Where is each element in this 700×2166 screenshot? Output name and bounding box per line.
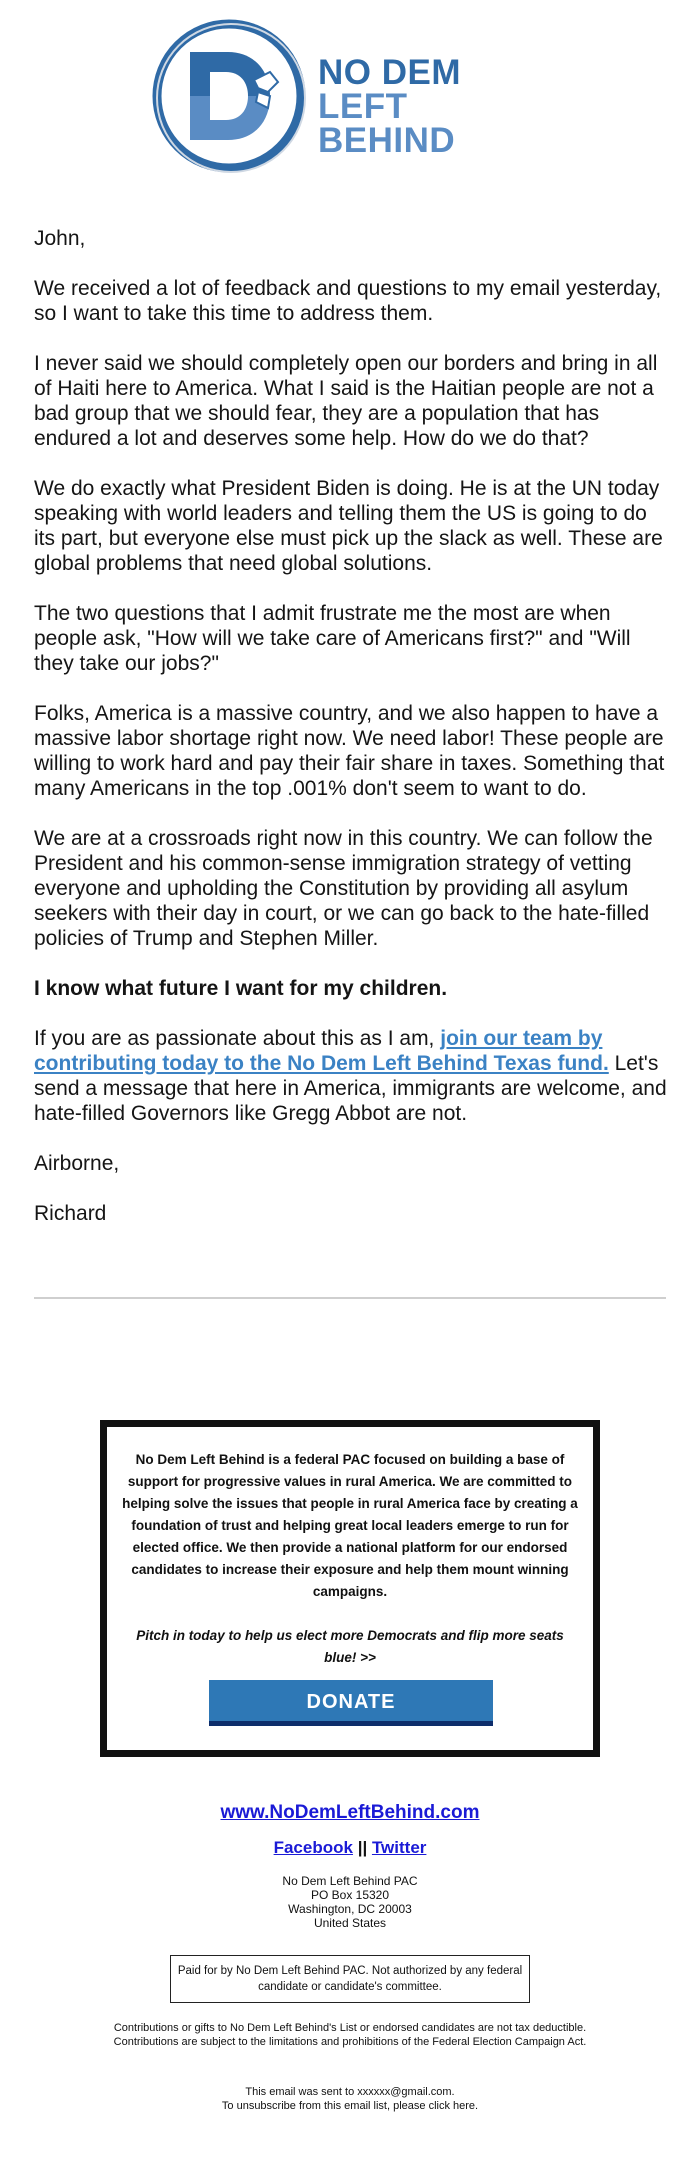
- contribution-disclaimer: [0, 2021, 700, 2049]
- signoff: Airborne,: [34, 1152, 120, 1175]
- address-city: Washington, DC 20003: [288, 1902, 412, 1916]
- unsubscribe-line: [0, 2099, 700, 2113]
- brand-logo[interactable]: [150, 14, 550, 174]
- unsubscribe-before: To unsubscribe from this email list, please: [221, 2100, 429, 2112]
- signature: Richard: [34, 1202, 107, 1225]
- paragraph-3: We do exactly what President Biden is doing. He is at the UN today speaking with world leaders and telling them the US is going to do its part, but everyone else must pick up the slack as well. These are global problems that need global solutions.: [34, 477, 663, 575]
- logo-line-2: LEFT BEHIND: [318, 87, 456, 160]
- address-street: PO Box 15320: [310, 1888, 390, 1902]
- email-recipient-info: [0, 2085, 700, 2113]
- paid-for-disclaimer: Paid for by No Dem Left Behind PAC. Not authorized by any federal candidate or candidate's committee.: [170, 1955, 530, 2003]
- paragraph-8-before: If you are as passionate about this as I am,: [34, 1027, 441, 1050]
- pac-description: No Dem Left Behind is a federal PAC focused on building a base of support for progressive values in rural America. We are committed to helping solve the issues that people in rural America face by creating a foundation of trust and helping great local leaders emerge to run for elected office. We then provide a national platform for our endorsed candidates to increase their exposure and help them mount winning campaigns.: [122, 1452, 578, 1599]
- paragraph-7-bold: I know what future I want for my children.: [34, 977, 448, 1000]
- mailing-address: [0, 1874, 700, 1930]
- twitter-link[interactable]: Twitter: [371, 1838, 427, 1857]
- letter-body: [34, 226, 670, 1251]
- logo-line-1: NO DEM: [318, 53, 461, 92]
- disclaimer-line-2: Contributions are subject to the limitations and prohibitions of the Federal Election Campaign Act.: [113, 2036, 587, 2048]
- logo-wordmark: [318, 53, 550, 160]
- disclaimer-line-1: Contributions or gifts to No Dem Left Behind's List or endorsed candidates are not tax deductible.: [113, 2022, 587, 2034]
- website-row: [0, 1802, 700, 1824]
- paragraph-4: The two questions that I admit frustrate me the most are when people ask, "How will we take care of Americans first?" and "Will they take our jobs?": [34, 602, 631, 675]
- paragraph-5: Folks, America is a massive country, and we also happen to have a massive labor shortage right now. We need labor! These people are willing to work hard and pay their fair share in taxes. Something that many Americans in the top .001% don't seem to want to do.: [34, 702, 665, 800]
- section-divider: [34, 1297, 666, 1299]
- address-country: United States: [313, 1916, 387, 1930]
- contribute-link[interactable]: join our team by contributing today to the No Dem Left Behind Texas fund.: [34, 1027, 609, 1075]
- paragraph-6: We are at a crossroads right now in this country. We can follow the President and his common-sense immigration strategy of vetting everyone and upholding the Constitution by providing all asylum seekers with their day in court, or we can go back to the hate-filled policies of Trump and Stephen Miller.: [34, 827, 653, 950]
- greeting: John,: [34, 227, 86, 250]
- paragraph-8: [34, 1026, 670, 1126]
- social-separator: ||: [357, 1838, 368, 1857]
- paragraph-8-after: Let's send a message that here in America, immigrants are welcome, and hate-filled Governors like Gregg Abbot are not.: [34, 1052, 667, 1125]
- pac-pitch: Pitch in today to help us elect more Democrats and flip more seats blue! >>: [136, 1628, 564, 1665]
- donate-button[interactable]: DONATE: [209, 1680, 493, 1726]
- pac-info-box: [100, 1420, 600, 1757]
- paragraph-1: We received a lot of feedback and questions to my email yesterday, so I want to take this time to address them.: [34, 277, 662, 325]
- website-link[interactable]: www.NoDemLeftBehind.com: [220, 1802, 480, 1823]
- facebook-link[interactable]: Facebook: [273, 1838, 353, 1857]
- logo-d-mark-icon: [150, 16, 312, 174]
- sent-to-line: This email was sent to xxxxxx@gmail.com.: [245, 2086, 455, 2098]
- unsubscribe-after: .: [475, 2100, 479, 2112]
- social-links: [0, 1838, 700, 1858]
- address-name: No Dem Left Behind PAC: [282, 1874, 418, 1888]
- paragraph-2: I never said we should completely open our borders and bring in all of Haiti here to America. What I said is the Haitian people are not a bad group that we should fear, they are a population that has endured a lot and deserves some help. How do we do that?: [34, 352, 658, 450]
- unsubscribe-link[interactable]: click here: [428, 2100, 476, 2112]
